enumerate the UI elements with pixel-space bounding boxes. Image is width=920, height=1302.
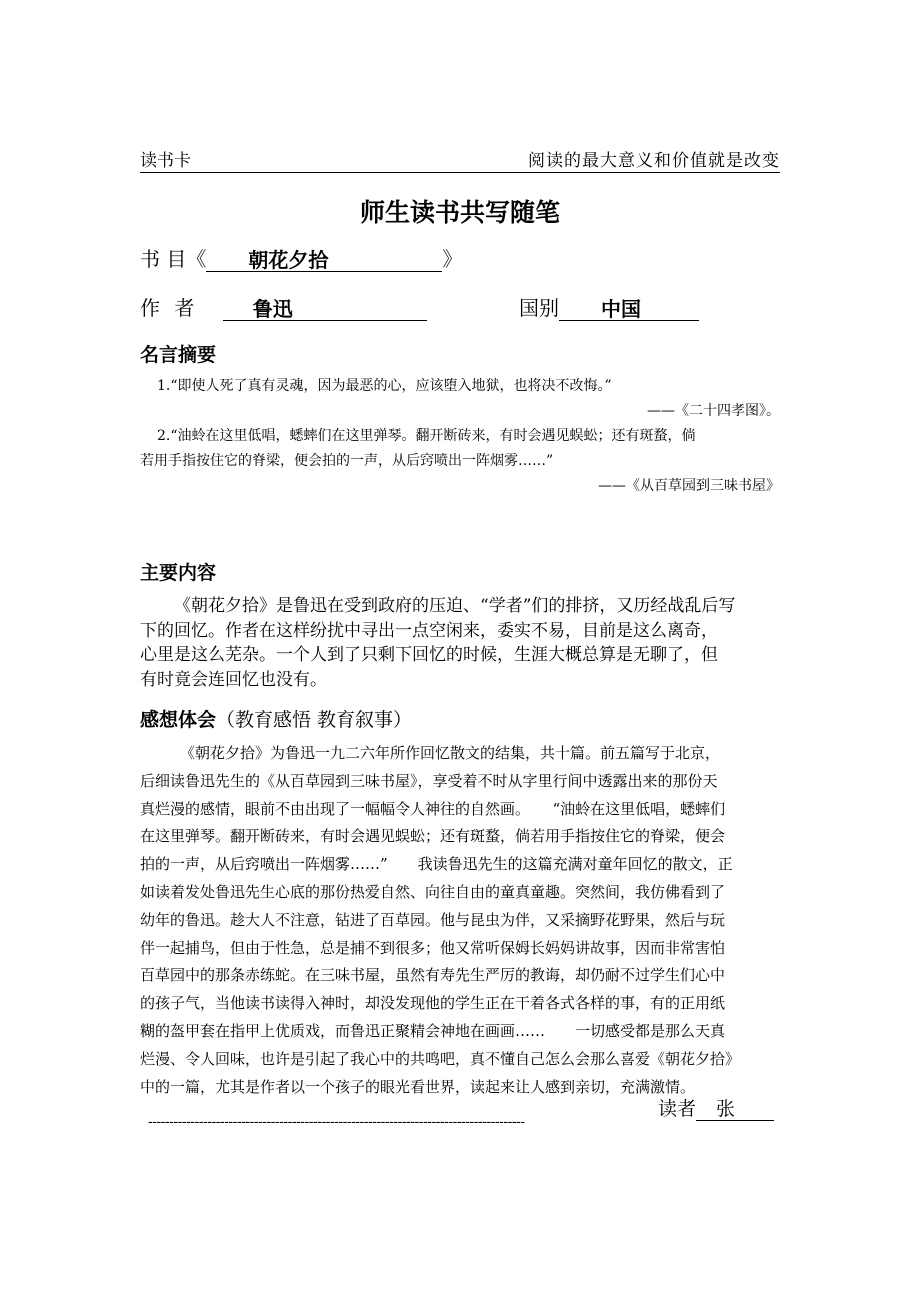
country-field xyxy=(519,292,699,321)
text-line: 中的一篇，尤其是作者以一个孩子的眼光看世界，读起来让人感到亲切，充满激情。 xyxy=(140,1077,696,1096)
text-line: 百草园中的那条赤练蛇。在三味书屋，虽然有寿先生严厉的教诲，却仍耐不过学生们心中 xyxy=(140,966,726,985)
dashed-separator: ----------------------------------------------------------------------------------------- xyxy=(148,1114,525,1130)
text-line: 拍的一声，从后窍喷出一阵烟雾……” 我读鲁迅先生的这篇充满对童年回忆的散文，正 xyxy=(140,855,733,874)
text-line: 真烂漫的感情，眼前不由出现了一幅幅令人神往的自然画。 “油蛉在这里低唱，蟋蟀们 xyxy=(140,799,726,818)
text-line: 下的回忆。作者在这样纷扰中寻出一点空闲来，委实不易，目前是这么离奇， xyxy=(140,620,718,641)
page-title: 师生读书共写随笔 xyxy=(359,198,560,227)
author-value: 鲁迅 xyxy=(223,298,427,321)
country-label: 国别 xyxy=(519,296,559,320)
quotes-list xyxy=(140,374,780,499)
main-content-paragraph xyxy=(140,594,785,692)
book-title-value: 朝花夕拾 xyxy=(206,249,442,272)
text-line: 伴一起捕鸟，但由于性急，总是捕不到很多；他又常听保姆长妈妈讲故事，因而非常害怕 xyxy=(140,938,726,957)
text-line: 糊的盔甲套在指甲上优质戏，而鲁迅正聚精会神地在画画…… 一切感受都是那么天真 xyxy=(140,1021,726,1040)
reader-value: 张 xyxy=(696,1098,774,1121)
quotes-heading: 名言摘要 xyxy=(140,344,217,366)
text-line: 在这里弹琴。翻开断砖来，有时会遇见蜈蚣；还有斑蝥，倘若用手指按住它的脊梁，便会 xyxy=(140,827,726,846)
quote-source: ——《二十四孝图》。 xyxy=(647,403,780,419)
text-line: 《朝花夕拾》是鲁迅在受到政府的压迫、“学者”们的排挤，又历经战乱后写 xyxy=(174,596,736,616)
reflection-heading-row xyxy=(140,705,412,732)
text-line: 幼年的鲁迅。趁大人不注意，钻进了百草园。他与昆虫为伴，又采摘野花野果，然后与玩 xyxy=(140,910,726,929)
text-line: 《朝花夕拾》为鲁迅一九二六年所作回忆散文的结集，共十篇。前五篇写于北京， xyxy=(180,744,721,762)
country-value: 中国 xyxy=(559,298,699,321)
reflection-paragraph xyxy=(140,740,785,1101)
text-line: 有时竟会连回忆也没有。 xyxy=(140,669,327,690)
quote-source: ——《从百草园到三味书屋》 xyxy=(598,478,780,494)
main-content-heading: 主要内容 xyxy=(140,562,217,584)
card-label: 读书卡 xyxy=(140,151,191,171)
quote-line: 2.“油蛉在这里低唱，蟋蟀们在这里弹琴。翻开断砖来，有时会遇见蜈蚣；还有斑蝥，倘 xyxy=(157,428,696,444)
text-line: 心里是这么芜杂。一个人到了只剩下回忆的时候，生涯大概总算是无聊了，但 xyxy=(140,645,718,665)
quote-line: 若用手指按住它的脊梁，便会拍的一声，从后窍喷出一阵烟雾……” xyxy=(140,453,554,469)
reflection-subheading: （教育感悟 教育叙事） xyxy=(216,709,413,731)
reader-label: 读者 xyxy=(658,1098,697,1120)
author-field xyxy=(140,292,427,321)
text-line: 如读着发处鲁迅先生心底的那份热爱自然、向往自由的童真童趣。突然间，我仿佛看到了 xyxy=(140,882,726,901)
card-header xyxy=(140,148,780,173)
book-label-close: 》 xyxy=(442,247,463,271)
author-label: 作 者 xyxy=(140,296,199,320)
text-line: 的孩子气，当他读书读得入神时，却没发现他的学生正在干着各式各样的事，有的正用纸 xyxy=(140,994,726,1013)
book-label: 书 目《 xyxy=(140,247,207,271)
card-motto: 阅读的最大意义和价值就是改变 xyxy=(528,151,780,171)
text-line: 后细读鲁迅先生的《从百草园到三味书屋》，享受着不时从字里行间中透露出来的那份天 xyxy=(140,771,718,790)
text-line: 烂漫、令人回味，也许是引起了我心中的共鸣吧，真不懂自己怎么会那么喜爱《朝花夕拾》 xyxy=(140,1049,741,1068)
book-field xyxy=(140,243,462,272)
quote-line: 1.“即使人死了真有灵魂，因为最恶的心，应该堕入地狱，也将决不改悔。” xyxy=(157,378,612,394)
reflection-heading: 感想体会 xyxy=(140,709,217,731)
